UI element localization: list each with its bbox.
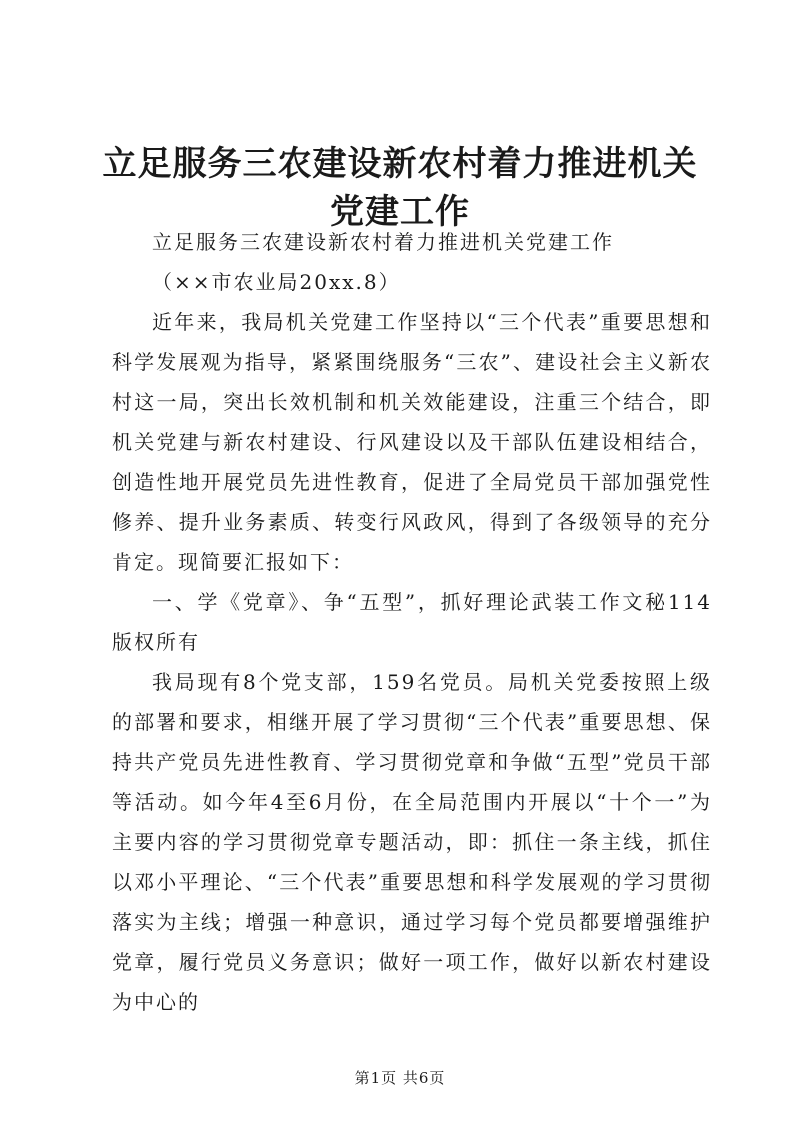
body-paragraph: 近年来，我局机关党建工作坚持以“三个代表”重要思想和科学发展观为指导，紧紧围绕服务“三农”、建设社会主义新农村这一局，突出长效机制和机关效能建设，注重三个结合，即机关党建与新农村建设、行风建设以及干部队伍建设相结合，创造性地开展党员先进性教育，促进了全局党员干部加强党性修养、提升业务素质、转变行风政风，得到了各级领导的充分肯定。现简要汇报如下： <box>112 310 712 574</box>
section-heading: 一、学《党章》、争“五型”，抓好理论武装工作文秘114版权所有 <box>112 590 712 654</box>
document-body <box>112 222 712 1022</box>
body-paragraph: 我局现有8个党支部，159名党员。局机关党委按照上级的部署和要求，相继开展了学习贯彻“三个代表”重要思想、保持共产党员先进性教育、学习贯彻党章和争做“五型”党员干部等活动。如今年4至6月份，在全局范围内开展以“十个一”为主要内容的学习贯彻党章专题活动，即：抓住一条主线，抓住以邓小平理论、“三个代表”重要思想和科学发展观的学习贯彻落实为主线；增强一种意识，通过学习每个党员都要增强维护党章，履行党员义务意识；做好一项工作，做好以新农村建设为中心的 <box>112 670 712 1014</box>
subtitle-paragraph: 立足服务三农建设新农村着力推进机关党建工作 <box>152 230 614 254</box>
page-footer: 第1页 共6页 <box>354 1069 446 1087</box>
issuer-paragraph: （××市农业局20xx.8） <box>152 270 401 294</box>
document-title: 立足服务三农建设新农村着力推进机关党建工作 <box>102 144 698 232</box>
